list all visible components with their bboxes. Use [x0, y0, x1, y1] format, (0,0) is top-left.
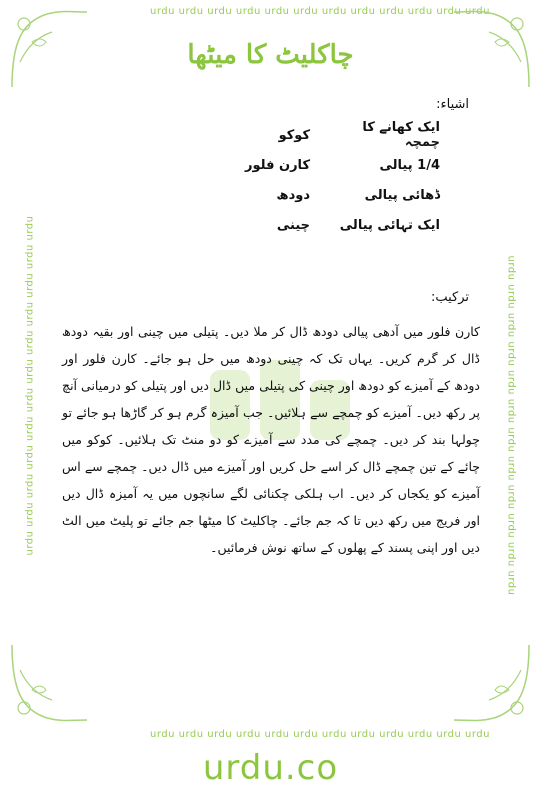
method-heading: ترکیب:: [430, 290, 469, 305]
ingredient-name: کوکو: [278, 127, 310, 143]
corner-ornament-icon: [2, 640, 92, 730]
right-border-pattern: urdu urdu urdu urdu urdu urdu urdu urdu urdu urdu urdu urdu: [505, 255, 517, 596]
footer-brand: urdu.co: [202, 748, 339, 788]
ingredients-list: [200, 120, 440, 240]
list-item: [200, 180, 440, 210]
list-item: [200, 210, 440, 240]
ingredients-heading: اشیاء:: [436, 97, 469, 112]
left-border-pattern: urdu urdu urdu urdu urdu urdu urdu urdu urdu urdu urdu urdu: [24, 215, 36, 556]
list-item: [200, 120, 440, 150]
corner-ornament-icon: [449, 640, 539, 730]
top-border-pattern: urdu urdu urdu urdu urdu urdu urdu urdu urdu urdu urdu urdu: [150, 6, 490, 17]
page-title: چاکلیٹ کا میٹھا: [187, 40, 354, 70]
ingredient-quantity: ایک کھانے کا چمچہ: [362, 120, 440, 150]
bottom-border-pattern: urdu urdu urdu urdu urdu urdu urdu urdu urdu urdu urdu urdu: [150, 729, 490, 740]
ingredient-quantity: 1/4 پیالی: [379, 157, 440, 173]
list-item: [200, 150, 440, 180]
ingredient-name: دودھ: [276, 187, 310, 203]
ingredient-name: کارن فلور: [245, 157, 310, 173]
ingredient-quantity: ڈھائی پیالی: [364, 187, 440, 203]
ingredient-quantity: ایک تہائی پیالی: [339, 217, 440, 233]
method-paragraph: کارن فلور میں آدھی پیالی دودھ ڈال کر ملا دیں۔ پتیلی میں چینی اور بقیہ دودھ ڈال کر گرم کریں۔ یہاں تک کہ چینی دودھ میں حل ہو جائے۔ کارن فلور اور دودھ کے آمیزے کو دودھ اور چینی کی پتیلی میں ڈال دیں اور پتیلی کو درمیانی آنچ پر رکھ دیں۔ آمیزے کو چمچے سے ہلائیں۔ جب آمیزہ گرم ہو کر گاڑھا ہو جائے تو چولہا بند کر دیں۔ چمچے کی مدد سے آمیزے کو دو منٹ تک ہلائیں۔ کوکو میں چائے کے تین چمچے ڈال کر اسے حل کریں اور آمیزے میں ڈال دیں۔ چمچے سے اس آمیزے کو یکجاں کر دیں۔ اب ہلکی چکنائی لگے سانچوں میں یہ آمیزہ ڈال دیں اور فریج میں رکھ دیں تا کہ جم جائے۔ چاکلیٹ کا میٹھا جم جائے تو پلیٹ میں الٹ دیں اور اپنی پسند کے پھلوں کے ساتھ نوش فرمائیں۔: [62, 324, 480, 555]
ingredient-name: چینی: [276, 217, 310, 233]
